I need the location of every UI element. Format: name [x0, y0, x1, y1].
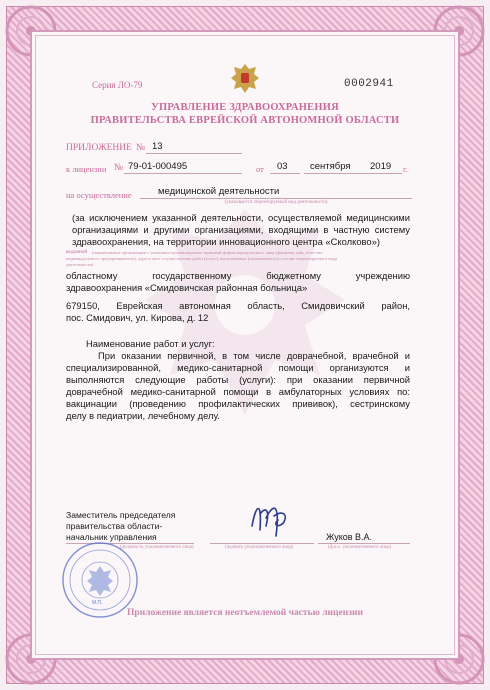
position-caption: (должность уполномоченного лица) [120, 545, 194, 550]
services-title: Наименование работ и услуг: [86, 338, 215, 349]
series-label: Серия ЛО-79 [92, 80, 143, 90]
date-month: сентября [310, 161, 351, 172]
issued-caption-line1: (наименование организации с указанием организационно-правовой формы юридического лица (фамилия, имя, отчество [92, 250, 323, 255]
handwritten-signature [248, 496, 292, 542]
appendix-no-sign: № [136, 143, 146, 153]
signature-caption: (подпись уполномоченного лица) [225, 545, 294, 550]
date-from-label: от [256, 164, 264, 174]
issued-caption-line3: деятельности) [66, 262, 94, 267]
signatory-position-line2: правительства области- [66, 521, 163, 531]
services-line-1: При оказании первичной, в том числе доврачебной, врачебной и [98, 350, 410, 361]
organization-line-1: областному государственному бюджетному учреждению [66, 270, 410, 281]
name-caption: (ф.и.о. уполномоченного лица) [328, 545, 392, 550]
signatory-name: Жуков В.А. [326, 532, 373, 542]
date-year: 2019 [370, 161, 392, 172]
license-number-underline [124, 173, 242, 174]
issuing-authority-line2: ПРАВИТЕЛЬСТВА ЕВРЕЙСКОЙ АВТОНОМНОЙ ОБЛАСТИ [90, 115, 400, 126]
exclusion-line-3: здравоохранения, на территории инновационного центра «Сколково») [72, 236, 380, 247]
services-line-5: вакцинации (проведению профилактических прививок), сестринскому [66, 398, 410, 409]
activity-label: на осуществление [66, 190, 132, 200]
stamp-label: М.П. [92, 600, 103, 606]
organization-line-2: здравоохранения «Смидовичская районная больница» [66, 282, 308, 293]
signature-underline [210, 543, 314, 544]
license-label: к лицензии [66, 164, 107, 174]
form-number: 0002941 [344, 78, 394, 90]
services-line-4: доврачебной медико-санитарной помощи в амбулаторных условиях по: [66, 386, 410, 397]
appendix-underline [146, 153, 242, 154]
date-month-underline [304, 173, 366, 174]
services-line-6: делу в педиатрии, лечебному делу. [66, 410, 220, 421]
date-year-suffix: г. [403, 164, 408, 174]
license-no-sign: № [114, 163, 124, 173]
signatory-position-line3: начальник управления [66, 532, 157, 542]
signatory-position-line1: Заместитель председателя [66, 510, 176, 520]
exclusion-line-2: организациями и другими организациями, входящими в частную систему [72, 224, 410, 235]
services-line-2: специализированной, медико-санитарной помощи организуются и [66, 362, 410, 373]
appendix-number: 13 [152, 141, 163, 152]
activity-value: медицинской деятельности [158, 186, 280, 197]
date-day-underline [270, 173, 300, 174]
name-underline [318, 543, 410, 544]
date-year-underline [366, 173, 402, 174]
coat-of-arms-icon [230, 62, 260, 94]
issued-caption-line2: индивидуального предпринимателя), адреса мест осуществления работ (услуг), выполняемых (оказываемых) в составе лицензируемого вида [66, 256, 338, 261]
date-day: 03 [277, 161, 288, 172]
issued-label: выданной [66, 250, 88, 255]
issuing-authority-line1: УПРАВЛЕНИЕ ЗДРАВООХРАНЕНИЯ [151, 102, 339, 113]
activity-caption: (указывается лицензируемый вид деятельности) [224, 200, 328, 205]
address-line-2: пос. Смидович, ул. Кирова, д. 12 [66, 312, 209, 323]
footer-note: Приложение является неотъемлемой частью лицензии [127, 608, 363, 618]
exclusion-line-1: (за исключением указанной деятельности, осуществляемой медицинскими [72, 212, 410, 223]
license-number: 79-01-000495 [128, 161, 188, 172]
appendix-label: ПРИЛОЖЕНИЕ [66, 143, 132, 153]
activity-underline [140, 198, 412, 199]
address-line-1: 679150, Еврейская автономная область, Смидовичский район, [66, 300, 410, 311]
services-line-3: выполняются следующие работы (услуги): при оказании первичной [66, 374, 410, 385]
